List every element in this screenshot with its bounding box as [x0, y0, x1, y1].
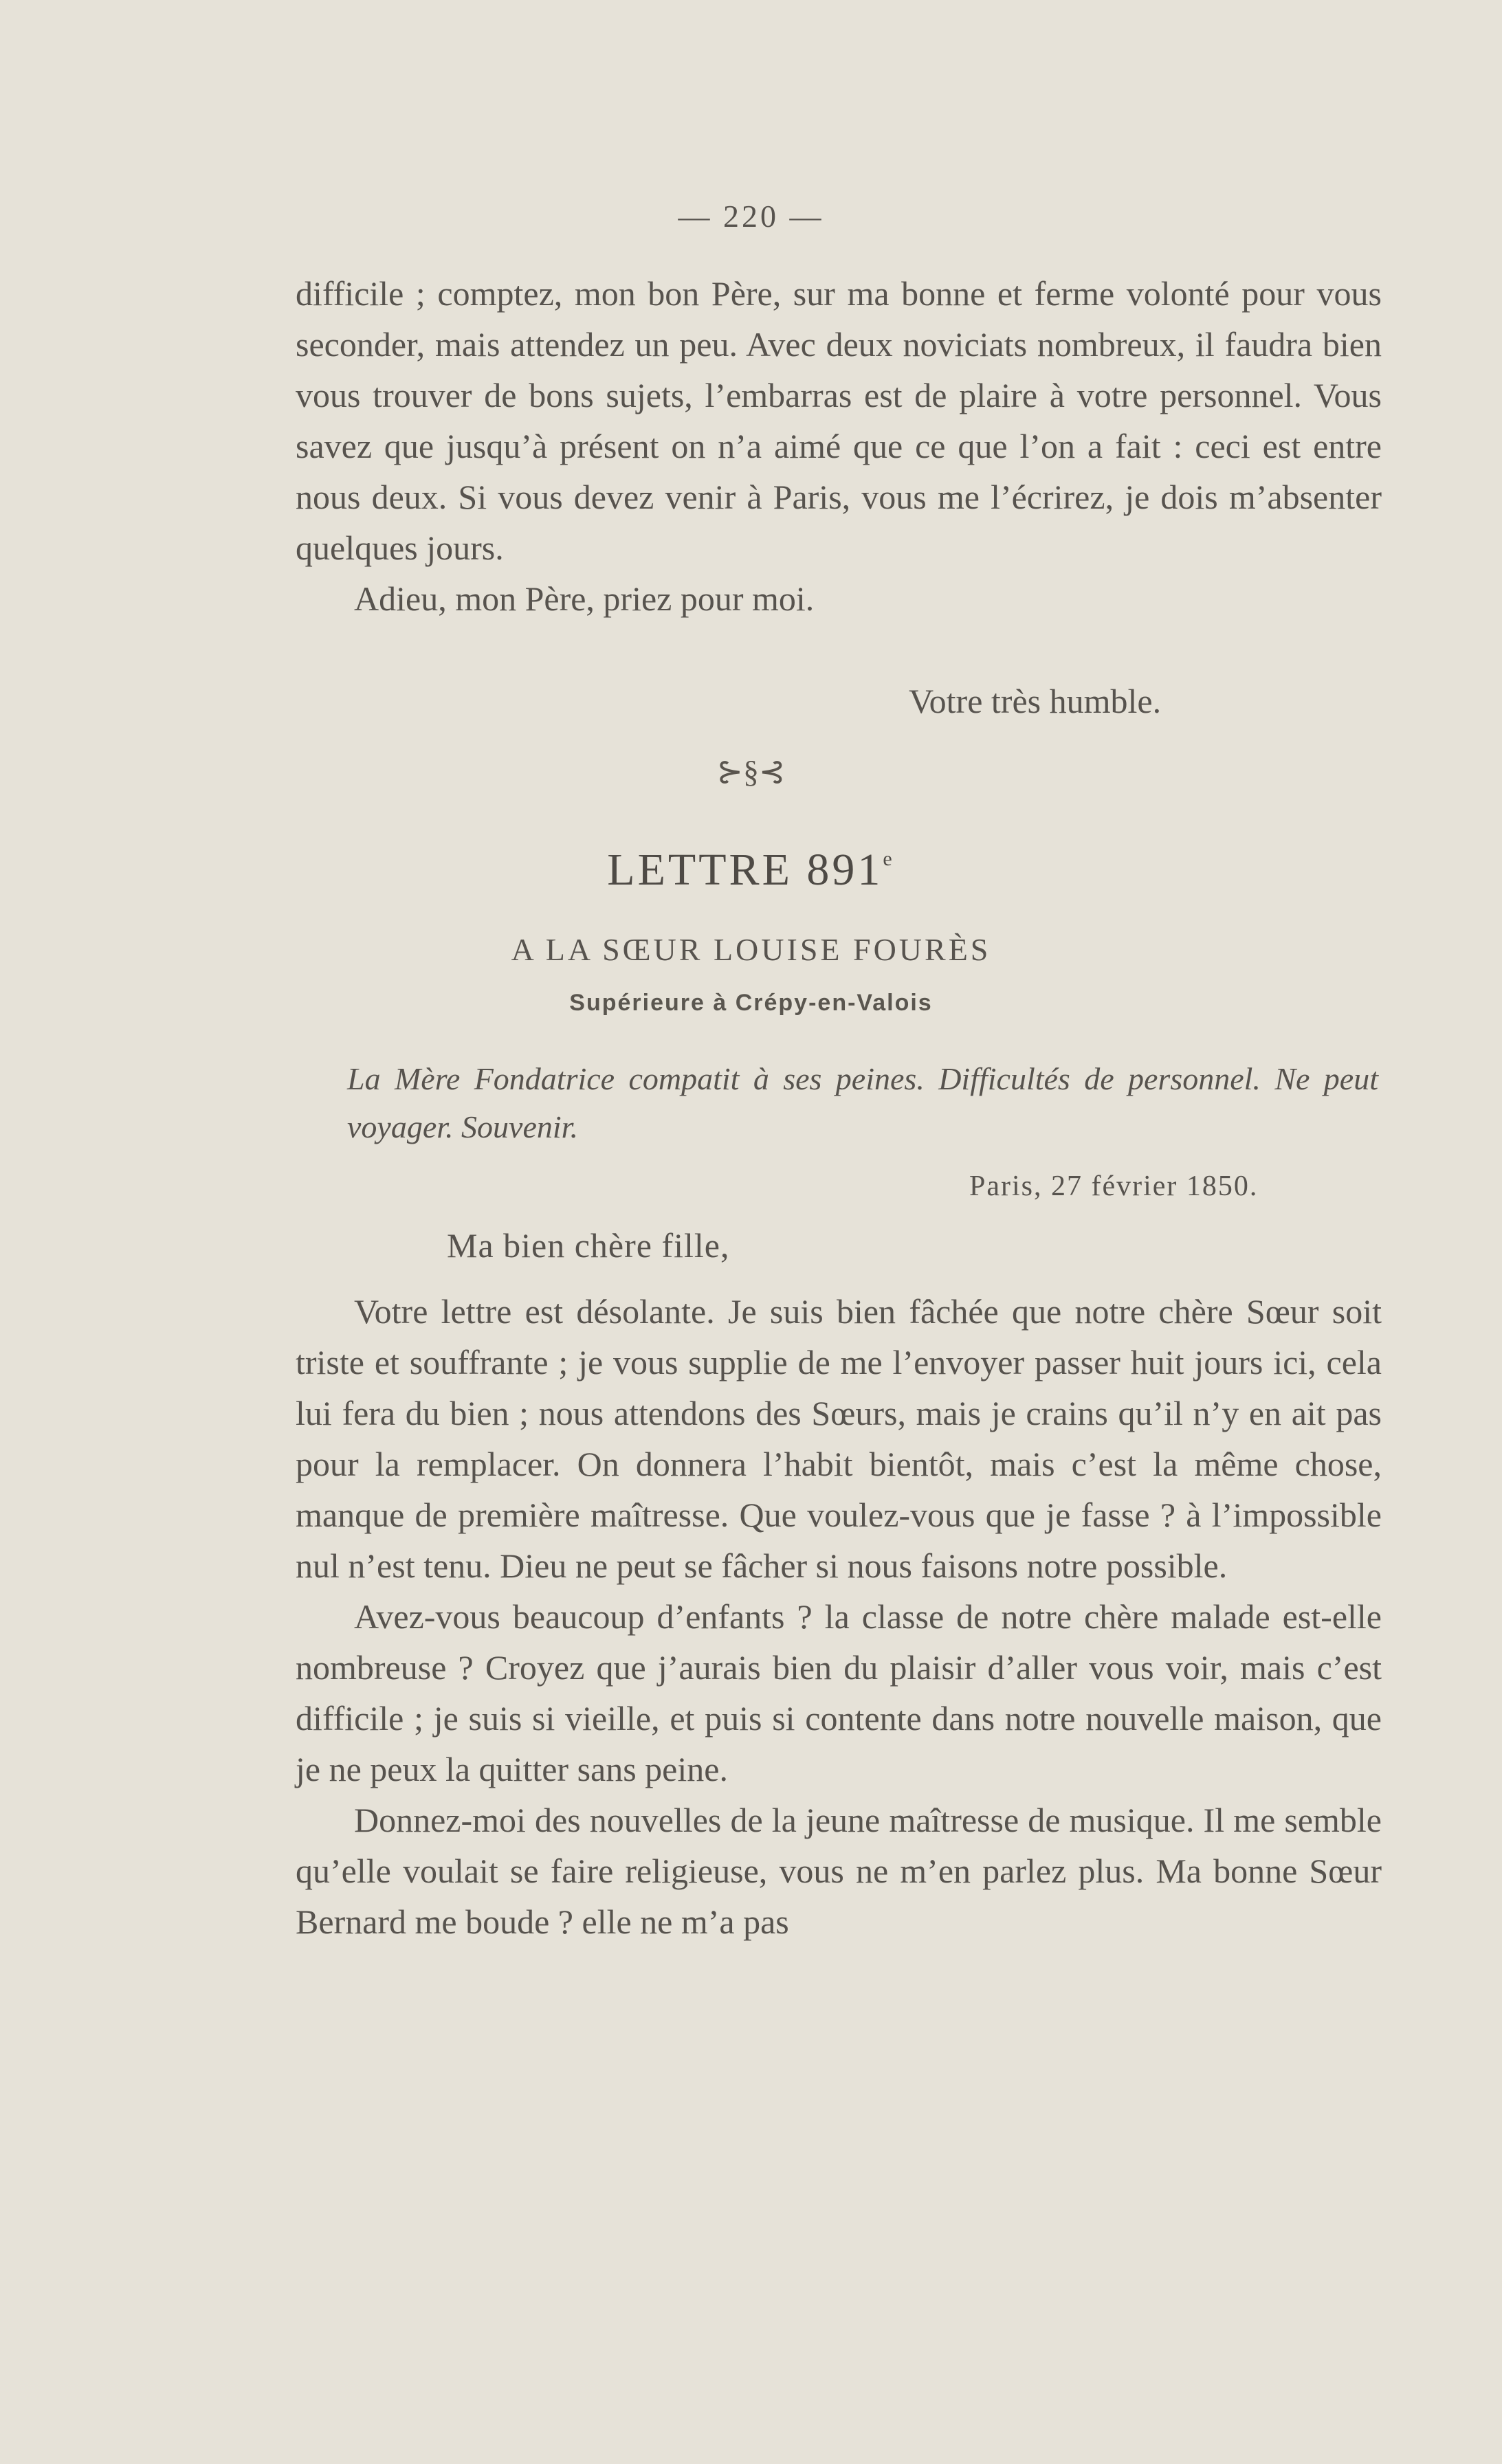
letter-salutation: Ma bien chère fille,: [447, 1226, 730, 1265]
body-paragraph: Avez-vous beaucoup d’enfants ? la classe de notre chère malade est-elle nombreuse ? Croyez que j’aurais bien du plaisir d’aller vous voir, mais c’est difficile ; je suis si vieille, et puis si contente dans notre nouvelle maison, que je ne peux la quitter sans peine.: [296, 1597, 1382, 1788]
body-paragraph: Votre lettre est désolante. Je suis bien fâchée que notre chère Sœur soit triste et souffrante ; je vous supplie de me l’envoyer passer huit jours ici, cela lui fera du bien ; nous attendons des Sœurs, mais je crains qu’il n’y en ait pas pour la remplacer. On donnera l’habit bientôt, mais c’est la même chose, manque de première maîtresse. Que voulez-vous que je fasse ? à l’impossible nul n’est tenu. Dieu ne peut se fâcher si nous faisons notre possible.: [296, 1292, 1382, 1585]
letter-title-text: LETTRE 891: [607, 845, 883, 895]
body-paragraph: Donnez-moi des nouvelles de la jeune maîtresse de musique. Il me semble qu’elle voulait se faire religieuse, vous ne m’en parlez plus. Ma bonne Sœur Bernard me boude ? elle ne m’a pas: [296, 1801, 1382, 1941]
farewell-line: Adieu, mon Père, priez pour moi.: [354, 579, 815, 618]
letter-body: [296, 1286, 1382, 1947]
continuation-text: [296, 268, 1382, 624]
letter-title-suffix: e: [883, 847, 895, 870]
continuation-paragraph: difficile ; comptez, mon bon Père, sur ma bonne et ferme volonté pour vous seconder, mais attendez un peu. Avec deux noviciats nombreux, il faudra bien vous trouver de bons sujets, l’embarras est de plaire à votre personnel. Vous savez que jusqu’à présent on n’a aimé que ce que l’on a fait : ceci est entre nous deux. Si vous devez venir à Paris, vous me l’écrirez, je dois m’absenter quelques jours.: [296, 274, 1382, 567]
letter-dateline: Paris, 27 février 1850.: [969, 1170, 1259, 1202]
page-number: — 220 —: [678, 199, 824, 234]
letter-addressee: A LA SŒUR LOUISE FOURÈS: [511, 932, 991, 967]
addressee-title: Supérieure à Crépy-en-Valois: [569, 990, 933, 1016]
letter-title: [0, 844, 1502, 896]
signature-line: Votre très humble.: [909, 682, 1162, 720]
ornament-divider: ⊱§⊰: [716, 754, 786, 789]
letter-summary: La Mère Fondatrice compatit à ses peines. Difficultés de personnel. Ne peut voyager. Souvenir.: [347, 1061, 1378, 1144]
